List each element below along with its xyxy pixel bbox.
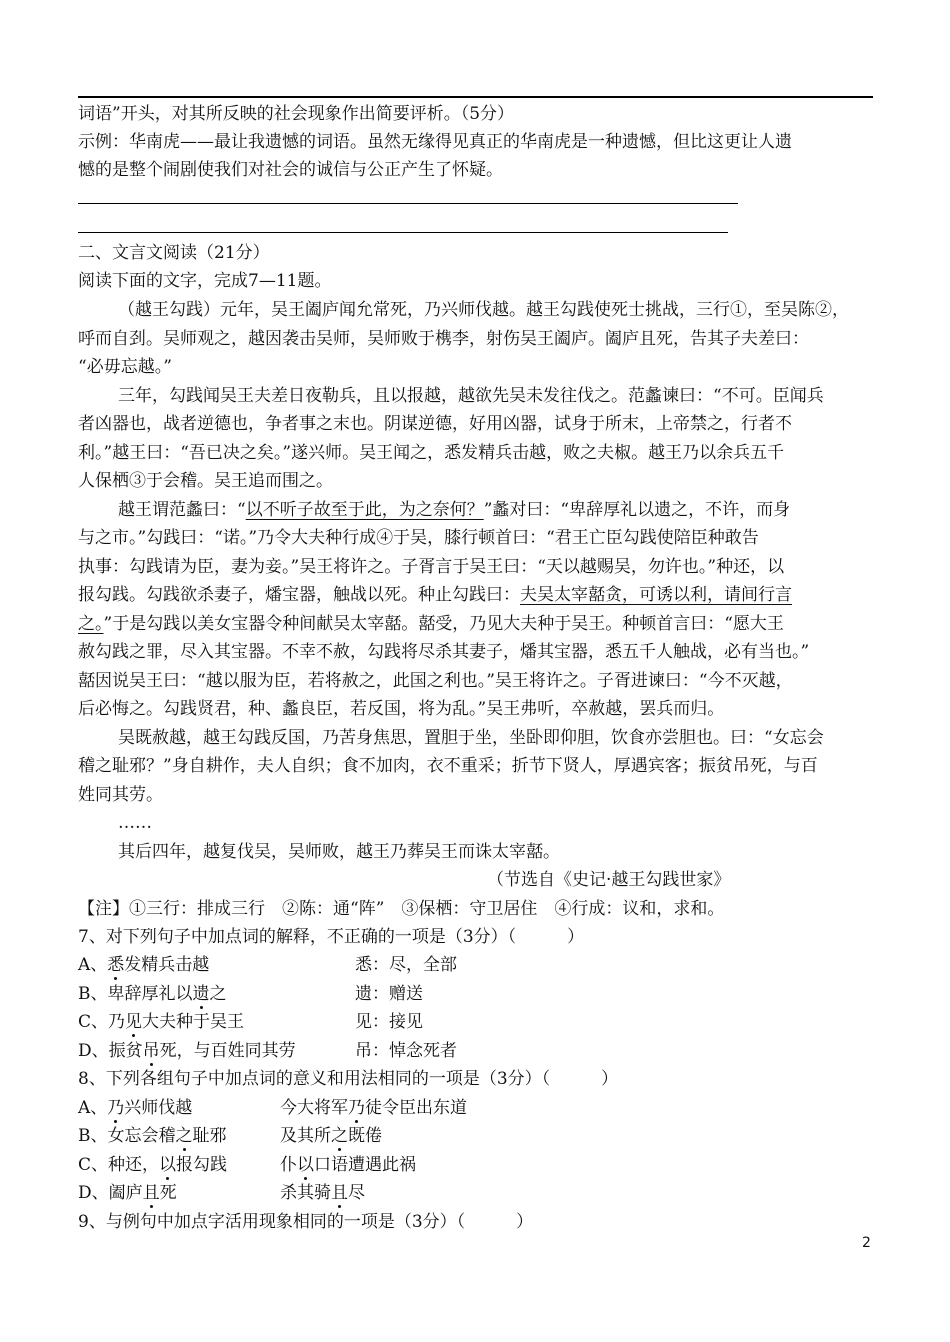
- answer-line-1: [78, 203, 738, 204]
- section-instruction: 阅读下面的文字，完成7—11题。: [78, 271, 332, 291]
- q7-stem: 7、对下列句子中加点词的解释，不正确的一项是（3分）（ ）: [78, 927, 585, 947]
- passage-p1-line3: “必毋忘越。”: [78, 357, 172, 377]
- q8-option-d: D、阖庐且死 杀其骑且尽: [78, 1183, 365, 1203]
- passage-p3-line6: 赦勾践之罪，尽入其宝器。不幸不赦，勾践将尽杀其妻子，燔其宝器，悉五千人触战，必有当也。”: [78, 642, 810, 662]
- answer-line-2: [78, 232, 728, 233]
- page-number: 2: [862, 1235, 871, 1251]
- q7-option-a: A、悉发精兵击越 悉：尽，全部: [78, 955, 457, 975]
- q7-option-c: C、乃见大夫种于吴王 见：接见: [78, 1012, 423, 1032]
- q8-option-a: A、乃兴师伐越 今大将军乃徒令臣出东道: [78, 1098, 467, 1118]
- q9-stem: 9、与例句中加点字活用现象相同的一项是（3分）（ ）: [78, 1212, 534, 1232]
- passage-p2-line3: 利。”越王曰：“吾已决之矣。”遂兴师。吴王闻之，悉发精兵击越，败之夫椒。越王乃以余兵五千: [78, 443, 785, 463]
- passage-p2-line1: 三年，勾践闻吴王夫差日夜勒兵，且以报越，越欲先吴未发往伐之。范蠡谏曰：“不可。臣闻兵: [118, 386, 824, 406]
- passage-p3-line7: 嚭因说吴王曰：“越以服为臣，若将赦之，此国之利也。”吴王将许之。子胥进谏曰：“今不灭越，: [78, 671, 793, 691]
- passage-p3-line5: 之。”于是勾践以美女宝器令种间献吴太宰嚭。嚭受，乃见大夫种于吴王。种顿首言曰：“愿大王: [78, 614, 784, 634]
- passage-source: （节选自《史记·越王勾践世家》: [487, 870, 731, 890]
- passage-p2-line4: 人保栖③于会稽。吴王追而围之。: [78, 471, 333, 491]
- passage-p3-line8: 后必悔之。勾践贤君，种、蠡良臣，若反国，将为乱。”吴王弗听，卒赦越，罢兵而归。: [78, 699, 725, 719]
- passage-p4-line3: 姓同其劳。: [78, 785, 163, 805]
- passage-p1-line1: （越王勾践）元年，吴王阖庐闻允常死，乃兴师伐越。越王勾践使死士挑战，三行①，至吴陈②，: [118, 300, 849, 320]
- top-rule: [78, 96, 873, 98]
- passage-p4-line2: 稽之耻邪？”身自耕作，夫人自织；食不加肉，衣不重采；折节下贤人，厚遇宾客；振贫吊死，与百: [78, 756, 818, 776]
- passage-notes: 【注】①三行：排成三行 ②陈：通“阵” ③保栖：守卫居住 ④行成：议和，求和。: [78, 899, 725, 919]
- passage-p3-line2: 与之市。”勾践曰：“诺。”乃令大夫种行成④于吴，膝行顿首曰：“君王亡臣勾践使陪臣种敢告: [78, 528, 759, 548]
- q8-option-b: B、女忘会稽之耻邪 及其所之既倦: [78, 1126, 382, 1146]
- passage-p3-line1: 越王谓范蠡曰：“以不听子故至于此，为之奈何？”蠡对曰：“卑辞厚礼以遗之，不许，而身: [118, 500, 791, 520]
- passage-p2-line2: 者凶器也，战者逆德也，争者事之末也。阴谋逆德，好用凶器，试身于所末，上帝禁之，行者不: [78, 414, 792, 434]
- example-line-2: 憾的是整个闹剧使我们对社会的诚信与公正产生了怀疑。: [78, 160, 503, 180]
- q7-option-b: B、卑辞厚礼以遗之 遗：赠送: [78, 984, 423, 1004]
- passage-p3-line4: 报勾践。勾践欲杀妻子，燔宝器，触战以死。种止勾践曰：夫吴太宰嚭贪，可诱以利，请间行言: [78, 585, 792, 605]
- q8-option-c: C、种还，以报勾践 仆以口语遭遇此祸: [78, 1155, 416, 1175]
- passage-p3-line3: 执事：勾践请为臣，妻为妾。”吴王将许之。子胥言于吴王曰：“天以越赐吴，勿许也。”种还，以: [78, 557, 785, 577]
- question-tail: 词语”开头，对其所反映的社会现象作出简要评析。（5分）: [78, 104, 515, 124]
- underlined-sentence-1: 以不听子故至于此，为之奈何？: [245, 500, 484, 520]
- passage-p5: 其后四年，越复伐吴，吴师败，越王乃葬吴王而诛太宰嚭。: [118, 842, 560, 862]
- q7-option-d: D、振贫吊死，与百姓同其劳 吊：悼念死者: [78, 1041, 457, 1061]
- section-title: 二、文言文阅读（21分）: [78, 243, 270, 263]
- underlined-sentence-2: 夫吴太宰嚭贪，可诱以利，请间行言: [520, 585, 792, 605]
- example-line-1: 示例：华南虎——最让我遗憾的词语。虽然无缘得见真正的华南虎是一种遗憾，但比这更让人遗: [78, 132, 792, 152]
- passage-p1-line2: 呼而自刭。吴师观之，越因袭击吴师，吴师败于槜李，射伤吴王阖庐。阖庐且死，告其子夫差曰：: [78, 329, 809, 349]
- passage-ellipsis: ……: [118, 813, 152, 833]
- q8-stem: 8、下列各组句子中加点词的意义和用法相同的一项是（3分）（ ）: [78, 1069, 619, 1089]
- passage-p4-line1: 吴既赦越，越王勾践反国，乃苦身焦思，置胆于坐，坐卧即仰胆，饮食亦尝胆也。曰：“女忘会: [118, 728, 824, 748]
